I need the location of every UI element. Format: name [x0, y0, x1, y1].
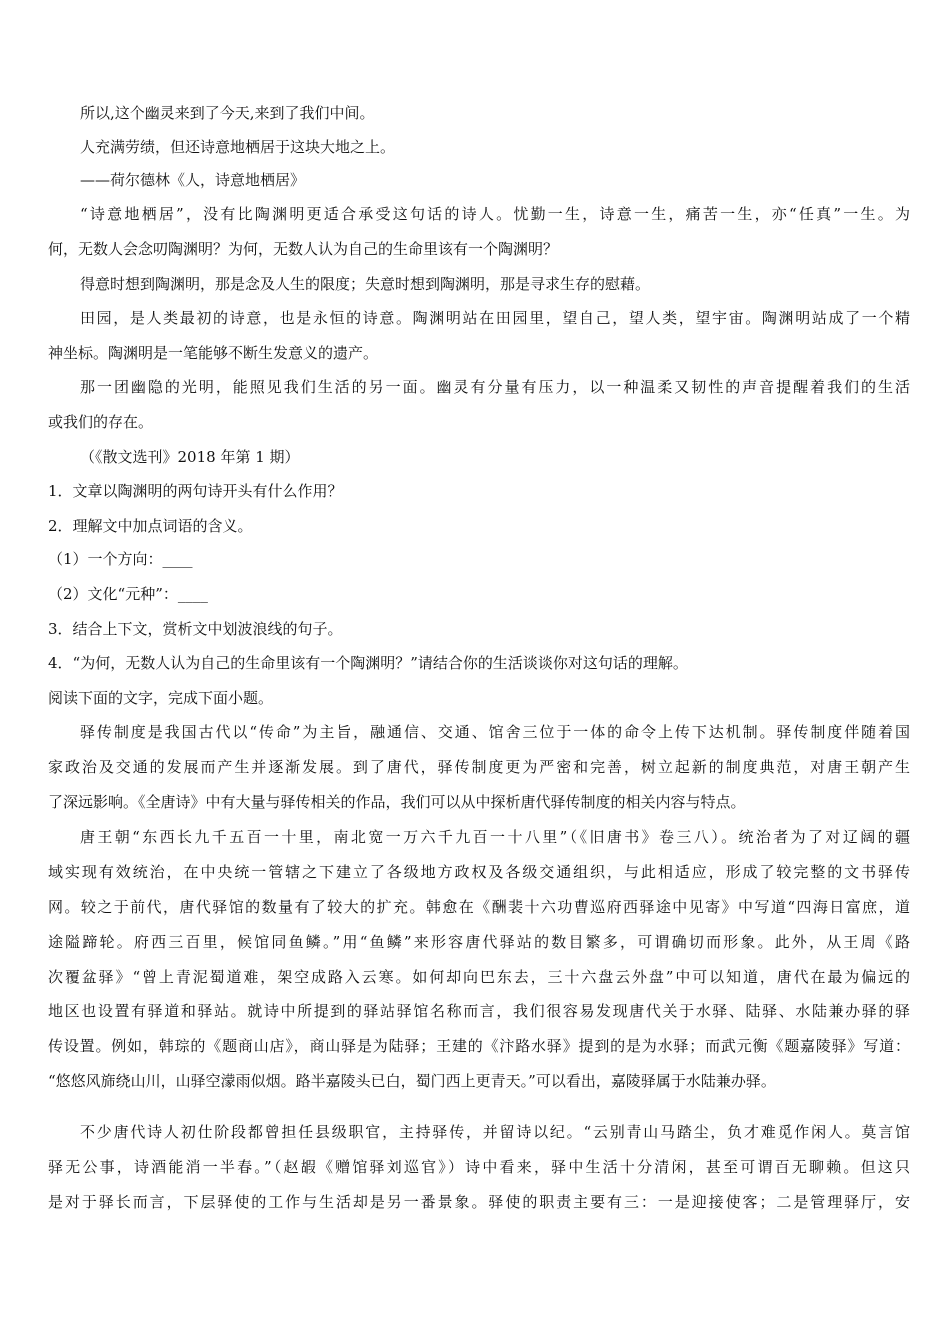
paragraph-line: 那一团幽隐的光明，能照见我们生活的另一面。幽灵有分量有压力，以一种温柔又韧性的声音提醒着我们的生活 — [80, 378, 910, 396]
paragraph-line: 域实现有效统治，在中央统一管辖之下建立了各级地方政权及各级交通组织，与此相适应，形成了较完整的文书驿传 — [48, 863, 910, 881]
paragraph-line: 了深远影响。《全唐诗》中有大量与驿传相关的作品，我们可以从中探析唐代驿传制度的相关内容与特点。 — [48, 793, 746, 811]
paragraph-line: 网。较之于前代，唐代驿馆的数量有了较大的扩充。韩愈在《酬裴十六功曹巡府西驿途中见寄》中写道“四海日富庶，道 — [48, 898, 910, 916]
paragraph-line: 唐王朝“东西长九千五百一十里，南北宽一万六千九百一十八里”（《旧唐书》卷三八）。统治者为了对辽阔的疆 — [80, 828, 910, 846]
question-3: 3．结合上下文，赏析文中划波浪线的句子。 — [48, 620, 343, 638]
paragraph-line: 不少唐代诗人初仕阶段都曾担任县级职官，主持驿传，并留诗以纪。“云别青山马踏尘，负才难觅作闲人。莫言馆 — [80, 1123, 910, 1141]
question-2: 2．理解文中加点词语的含义。 — [48, 517, 253, 535]
poem-line: 人充满劳绩，但还诗意地栖居于这块大地之上。 — [80, 138, 396, 156]
paragraph-line: 次覆盆驿》“曾上青泥蜀道难，架空成路入云寒。如何却向巴东去，三十六盘云外盘”中可以知道，唐代在最为偏远的 — [48, 968, 910, 986]
question-2-part-2: （2）文化“元种”：____ — [48, 585, 208, 603]
source-citation: （《散文选刊》2018 年第 1 期） — [80, 448, 300, 466]
paragraph-line: 或我们的存在。 — [48, 413, 154, 431]
reading-instruction: 阅读下面的文字，完成下面小题。 — [48, 689, 274, 707]
paragraph-line: 传设置。例如，韩琮的《题商山店》，商山驿是为陆驿；王建的《汴路水驿》提到的是为水驿；而武元衡《题嘉陵驿》写道： — [48, 1037, 910, 1055]
paragraph-line: 神坐标。陶渊明是一笔能够不断生发意义的遗产。 — [48, 344, 379, 362]
paragraph-line: 是对于驿长而言，下层驿使的工作与生活却是另一番景象。驿使的职责主要有三：一是迎接使客；二是管理驿厅，安 — [48, 1193, 910, 1211]
paragraph-line: 途隘蹄轮。府西三百里，候馆同鱼鳞。”用“鱼鳞”来形容唐代驿站的数目繁多，可谓确切而形象。此外，从王周《路 — [48, 933, 910, 951]
question-1: 1．文章以陶渊明的两句诗开头有什么作用？ — [48, 482, 343, 500]
paragraph-line: 何，无数人会念叨陶渊明？为何，无数人认为自己的生命里该有一个陶渊明？ — [48, 240, 559, 258]
paragraph-line: 地区也设置有驿道和驿站。就诗中所提到的驿站驿馆名称而言，我们很容易发现唐代关于水驿、陆驿、水陆兼办驿的驿 — [48, 1002, 910, 1020]
poem-attribution: ——荷尔德林《人，诗意地栖居》 — [80, 171, 306, 189]
paragraph-line: 驿无公事，诗酒能消一半春。”（赵嘏《赠馆驿刘巡官》）诗中看来，驿中生活十分清闲，甚至可谓百无聊赖。但这只 — [48, 1158, 910, 1176]
question-2-part-1: （1）一个方向：____ — [48, 550, 193, 568]
question-4: 4．“为何，无数人认为自己的生命里该有一个陶渊明？”请结合你的生活谈谈你对这句话的理解。 — [48, 654, 688, 672]
paragraph-line: 得意时想到陶渊明，那是念及人生的限度；失意时想到陶渊明，那是寻求生存的慰藉。 — [80, 275, 651, 293]
paragraph-line: 田园，是人类最初的诗意，也是永恒的诗意。陶渊明站在田园里，望自己，望人类，望宇宙。陶渊明站成了一个精 — [80, 309, 910, 327]
paragraph-line: “诗意地栖居”，没有比陶渊明更适合承受这句话的诗人。忧勤一生，诗意一生，痛苦一生，亦“任真”一生。为 — [80, 205, 910, 223]
paragraph-line: “悠悠风旆绕山川，山驿空濛雨似烟。路半嘉陵头已白，蜀门西上更青天。”可以看出，嘉陵驿属于水陆兼办驿。 — [48, 1072, 776, 1090]
paragraph-line: 驿传制度是我国古代以“传命”为主旨，融通信、交通、馆舍三位于一体的命令上传下达机制。驿传制度伴随着国 — [80, 723, 910, 741]
poem-line: 所以,这个幽灵来到了今天,来到了我们中间。 — [80, 104, 375, 122]
paragraph-line: 家政治及交通的发展而产生并逐渐发展。到了唐代，驿传制度更为严密和完善，树立起新的制度典范，对唐王朝产生 — [48, 758, 910, 776]
